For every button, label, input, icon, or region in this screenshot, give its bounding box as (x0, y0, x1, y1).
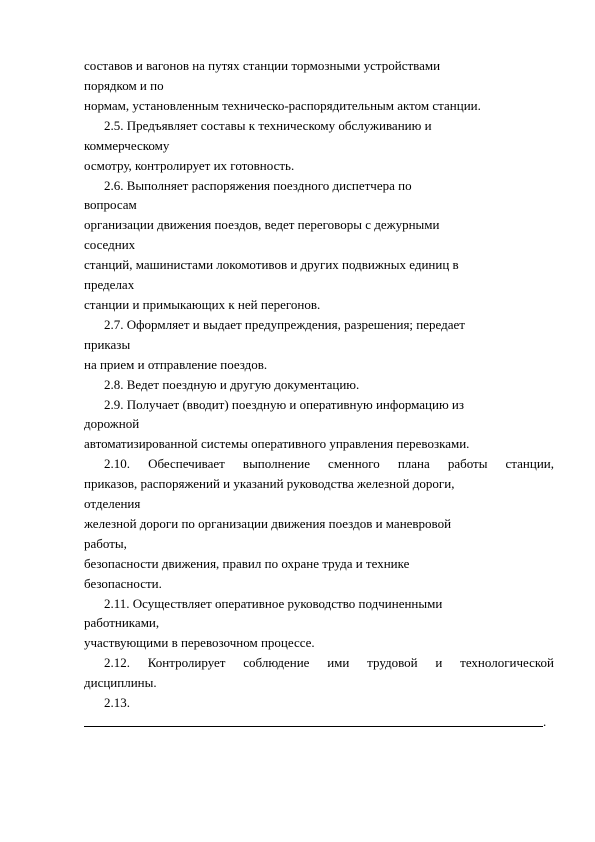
text-line: приказов, распоряжений и указаний руководства железной дороги, (84, 476, 455, 491)
text-line: станции и примыкающих к ней перегонов. (84, 297, 321, 312)
text-line: порядком и по (84, 78, 164, 93)
text-line: железной дороги по организации движения поездов и маневровой (84, 516, 452, 531)
text-line: безопасности движения, правил по охране труда и технике (84, 556, 410, 571)
text-line: безопасности. (84, 576, 162, 591)
paragraph-2-12: 2.12. Контролирует соблюдение ими трудовой и технологической (104, 655, 554, 670)
text-line: дорожной (84, 416, 140, 431)
text-line: соседних (84, 237, 136, 252)
text-line: работниками, (84, 615, 160, 630)
text-line: нормам, установленным техническо-распорядительным актом станции. (84, 98, 481, 113)
paragraph-2-9: 2.9. Получает (вводит) поездную и оперативную информацию из (104, 397, 464, 412)
text-line: дисциплины. (84, 675, 157, 690)
paragraph-2-5: 2.5. Предъявляет составы к техническому обслуживанию и (104, 118, 432, 133)
text-line: осмотру, контролирует их готовность. (84, 158, 295, 173)
text-line: автоматизированной системы оперативного управления перевозками. (84, 436, 470, 451)
text-line: составов и вагонов на путях станции тормозными устройствами (84, 58, 441, 73)
text-line: участвующими в перевозочном процессе. (84, 635, 315, 650)
fill-in-blank-line (84, 713, 554, 730)
paragraph-2-11: 2.11. Осуществляет оперативное руководство подчиненными (104, 596, 443, 611)
text-line: отделения (84, 496, 141, 511)
text-line: приказы (84, 337, 131, 352)
paragraph-2-8: 2.8. Ведет поездную и другую документацию. (104, 377, 360, 392)
text-line: работы, (84, 536, 127, 551)
text-line: организации движения поездов, ведет переговоры с дежурными (84, 217, 440, 232)
text-line: станций, машинистами локомотивов и других подвижных единиц в (84, 257, 459, 272)
text-line: на прием и отправление поездов. (84, 357, 268, 372)
paragraph-2-6: 2.6. Выполняет распоряжения поездного диспетчера по (104, 178, 412, 193)
paragraph-2-10: 2.10. Обеспечивает выполнение сменного плана работы станции, (104, 456, 554, 471)
paragraph-2-13: 2.13. (104, 695, 130, 710)
closing-period: . (543, 714, 547, 729)
text-line: коммерческому (84, 138, 170, 153)
blank-underline (84, 726, 543, 727)
text-line: вопросам (84, 197, 137, 212)
paragraph-2-7: 2.7. Оформляет и выдает предупреждения, разрешения; передает (104, 317, 465, 332)
text-line: пределах (84, 277, 135, 292)
